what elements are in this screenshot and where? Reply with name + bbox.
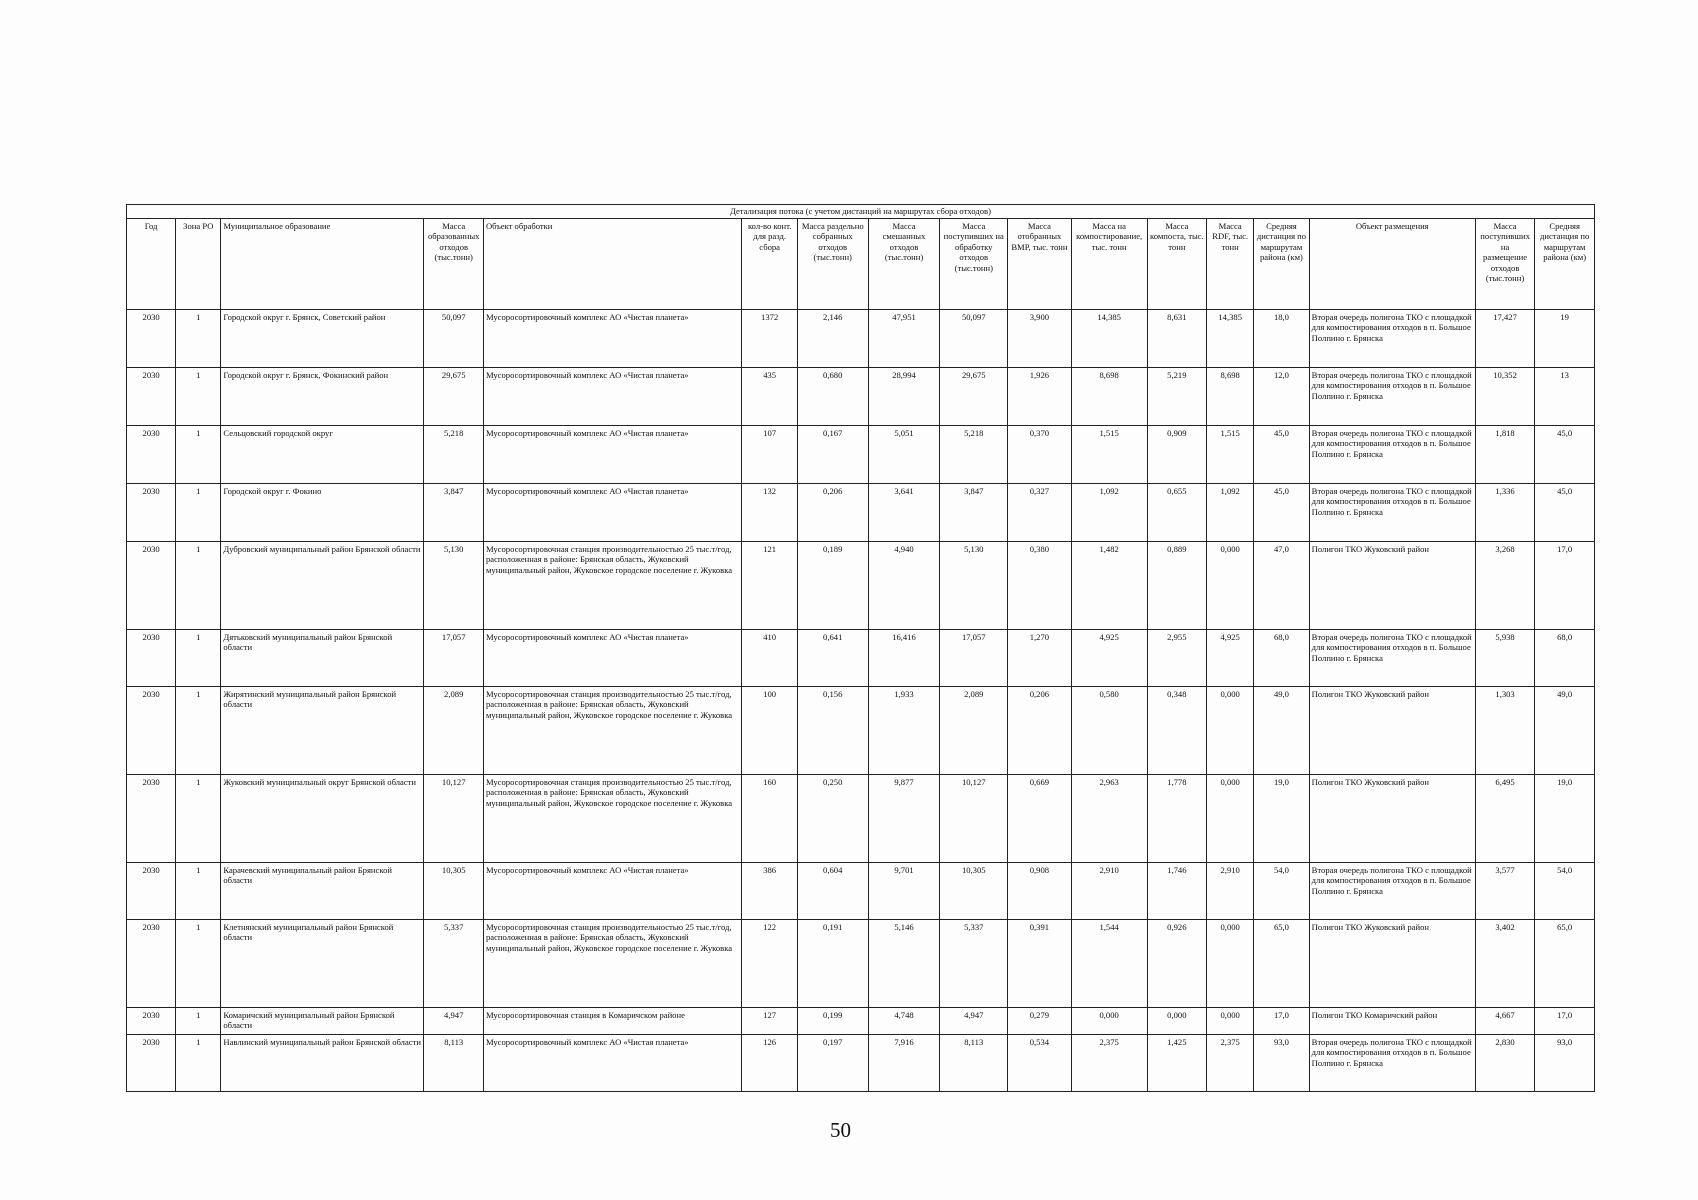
container-count-cell: 1372	[742, 310, 797, 368]
avg-distance-cell: 18,0	[1254, 310, 1309, 368]
processed-mass-cell: 8,113	[940, 1035, 1008, 1092]
mixed-mass-cell: 28,994	[868, 368, 940, 426]
header-avg-distance-2: Средняя дистанция по маршрутам района (км)	[1535, 219, 1595, 310]
avg-distance-cell: 45,0	[1254, 426, 1309, 484]
avg-distance-cell: 49,0	[1254, 687, 1309, 775]
compost-mass-cell: 5,219	[1147, 368, 1206, 426]
avg-distance-cell: 68,0	[1254, 630, 1309, 687]
processing-facility-cell: Мусоросортировочная станция в Комаричском районе	[483, 1008, 742, 1035]
separate-mass-cell: 0,680	[797, 368, 868, 426]
zone-cell: 1	[176, 310, 221, 368]
recyclables-mass-cell: 0,279	[1008, 1008, 1072, 1035]
rdf-mass-cell: 2,375	[1207, 1035, 1254, 1092]
avg-distance-2-cell: 19,0	[1535, 775, 1595, 863]
table-body	[127, 310, 1595, 1092]
container-count-cell: 126	[742, 1035, 797, 1092]
processing-facility-cell: Мусоросортировочная станция производительностью 25 тыс.т/год, расположенная в районе: Брянская область, Жуковский муниципальный район, Жуковское городское поселение г. Жуковка	[483, 775, 742, 863]
avg-distance-2-cell: 17,0	[1535, 1008, 1595, 1035]
compost-input-cell: 0,000	[1071, 1008, 1147, 1035]
zone-cell: 1	[176, 687, 221, 775]
disposal-facility-cell: Вторая очередь полигона ТКО с площадкой для компостирования отходов в п. Большое Полпино г. Брянска	[1309, 630, 1475, 687]
compost-mass-cell: 1,746	[1147, 863, 1206, 920]
processed-mass-cell: 50,097	[940, 310, 1008, 368]
header-separate-mass: Масса раздельно собранных отходов (тыс.тонн)	[797, 219, 868, 310]
avg-distance-2-cell: 45,0	[1535, 426, 1595, 484]
municipality-cell: Городской округ г. Брянск, Советский район	[221, 310, 424, 368]
table-row	[127, 484, 1595, 542]
processed-mass-cell: 29,675	[940, 368, 1008, 426]
separate-mass-cell: 2,146	[797, 310, 868, 368]
municipality-cell: Жуковский муниципальный округ Брянской области	[221, 775, 424, 863]
rdf-mass-cell: 0,000	[1207, 920, 1254, 1008]
header-rdf-mass: Масса RDF, тыс. тонн	[1207, 219, 1254, 310]
rdf-mass-cell: 14,385	[1207, 310, 1254, 368]
zone-cell: 1	[176, 484, 221, 542]
municipality-cell: Сельцовский городской округ	[221, 426, 424, 484]
compost-mass-cell: 0,889	[1147, 542, 1206, 630]
separate-mass-cell: 0,199	[797, 1008, 868, 1035]
header-processed-mass: Масса поступивших на обработку отходов (тыс.тонн)	[940, 219, 1008, 310]
avg-distance-cell: 45,0	[1254, 484, 1309, 542]
table-caption: Детализация потока (с учетом дистанций на маршрутах сбора отходов)	[127, 205, 1595, 219]
mixed-mass-cell: 16,416	[868, 630, 940, 687]
compost-mass-cell: 8,631	[1147, 310, 1206, 368]
municipality-cell: Комаричский муниципальный район Брянской области	[221, 1008, 424, 1035]
container-count-cell: 127	[742, 1008, 797, 1035]
avg-distance-cell: 93,0	[1254, 1035, 1309, 1092]
disposal-mass-cell: 3,577	[1475, 863, 1534, 920]
table-row	[127, 863, 1595, 920]
municipality-cell: Клетнянский муниципальный район Брянской области	[221, 920, 424, 1008]
separate-mass-cell: 0,189	[797, 542, 868, 630]
year-cell: 2030	[127, 426, 176, 484]
disposal-mass-cell: 17,427	[1475, 310, 1534, 368]
table-row	[127, 630, 1595, 687]
generated-mass-cell: 5,218	[424, 426, 483, 484]
zone-cell: 1	[176, 368, 221, 426]
compost-input-cell: 2,375	[1071, 1035, 1147, 1092]
separate-mass-cell: 0,250	[797, 775, 868, 863]
rdf-mass-cell: 0,000	[1207, 1008, 1254, 1035]
recyclables-mass-cell: 0,380	[1008, 542, 1072, 630]
separate-mass-cell: 0,191	[797, 920, 868, 1008]
disposal-facility-cell: Полигон ТКО Жуковский район	[1309, 920, 1475, 1008]
generated-mass-cell: 17,057	[424, 630, 483, 687]
compost-mass-cell: 1,778	[1147, 775, 1206, 863]
recyclables-mass-cell: 0,391	[1008, 920, 1072, 1008]
processed-mass-cell: 5,337	[940, 920, 1008, 1008]
recyclables-mass-cell: 0,370	[1008, 426, 1072, 484]
processing-facility-cell: Мусоросортировочный комплекс АО «Чистая планета»	[483, 863, 742, 920]
recyclables-mass-cell: 0,327	[1008, 484, 1072, 542]
table-row	[127, 310, 1595, 368]
mixed-mass-cell: 3,641	[868, 484, 940, 542]
rdf-mass-cell: 0,000	[1207, 687, 1254, 775]
disposal-facility-cell: Вторая очередь полигона ТКО с площадкой для компостирования отходов в п. Большое Полпино г. Брянска	[1309, 1035, 1475, 1092]
disposal-facility-cell: Вторая очередь полигона ТКО с площадкой для компостирования отходов в п. Большое Полпино г. Брянска	[1309, 863, 1475, 920]
processing-facility-cell: Мусоросортировочный комплекс АО «Чистая планета»	[483, 368, 742, 426]
waste-flow-table-container	[126, 204, 1595, 1092]
generated-mass-cell: 5,337	[424, 920, 483, 1008]
mixed-mass-cell: 5,146	[868, 920, 940, 1008]
disposal-mass-cell: 6,495	[1475, 775, 1534, 863]
generated-mass-cell: 4,947	[424, 1008, 483, 1035]
mixed-mass-cell: 4,748	[868, 1008, 940, 1035]
generated-mass-cell: 2,089	[424, 687, 483, 775]
year-cell: 2030	[127, 1008, 176, 1035]
generated-mass-cell: 3,847	[424, 484, 483, 542]
container-count-cell: 121	[742, 542, 797, 630]
generated-mass-cell: 50,097	[424, 310, 483, 368]
avg-distance-cell: 47,0	[1254, 542, 1309, 630]
header-disposal-facility: Объект размещения	[1309, 219, 1475, 310]
zone-cell: 1	[176, 863, 221, 920]
processed-mass-cell: 5,218	[940, 426, 1008, 484]
processing-facility-cell: Мусоросортировочная станция производительностью 25 тыс.т/год, расположенная в районе: Брянская область, Жуковский муниципальный район, Жуковское городское поселение г. Жуковка	[483, 920, 742, 1008]
avg-distance-cell: 54,0	[1254, 863, 1309, 920]
processed-mass-cell: 10,305	[940, 863, 1008, 920]
separate-mass-cell: 0,206	[797, 484, 868, 542]
header-compost-input-mass: Масса на компостирование, тыс. тонн	[1071, 219, 1147, 310]
avg-distance-2-cell: 17,0	[1535, 542, 1595, 630]
separate-mass-cell: 0,197	[797, 1035, 868, 1092]
processing-facility-cell: Мусоросортировочный комплекс АО «Чистая планета»	[483, 630, 742, 687]
disposal-facility-cell: Вторая очередь полигона ТКО с площадкой для компостирования отходов в п. Большое Полпино г. Брянска	[1309, 310, 1475, 368]
container-count-cell: 410	[742, 630, 797, 687]
header-avg-distance-1: Средняя дистанция по маршрутам района (км)	[1254, 219, 1309, 310]
compost-mass-cell: 0,926	[1147, 920, 1206, 1008]
zone-cell: 1	[176, 920, 221, 1008]
container-count-cell: 122	[742, 920, 797, 1008]
compost-mass-cell: 0,909	[1147, 426, 1206, 484]
avg-distance-2-cell: 19	[1535, 310, 1595, 368]
rdf-mass-cell: 2,910	[1207, 863, 1254, 920]
mixed-mass-cell: 9,877	[868, 775, 940, 863]
generated-mass-cell: 29,675	[424, 368, 483, 426]
container-count-cell: 386	[742, 863, 797, 920]
recyclables-mass-cell: 3,900	[1008, 310, 1072, 368]
mixed-mass-cell: 5,051	[868, 426, 940, 484]
municipality-cell: Городской округ г. Брянск, Фокинский район	[221, 368, 424, 426]
year-cell: 2030	[127, 368, 176, 426]
container-count-cell: 435	[742, 368, 797, 426]
disposal-facility-cell: Полигон ТКО Комаричский район	[1309, 1008, 1475, 1035]
header-disposal-mass: Масса поступивших на размещение отходов (тыс.тонн)	[1475, 219, 1534, 310]
zone-cell: 1	[176, 542, 221, 630]
municipality-cell: Карачевский муниципальный район Брянской области	[221, 863, 424, 920]
container-count-cell: 100	[742, 687, 797, 775]
container-count-cell: 160	[742, 775, 797, 863]
disposal-facility-cell: Полигон ТКО Жуковский район	[1309, 542, 1475, 630]
recyclables-mass-cell: 0,908	[1008, 863, 1072, 920]
processing-facility-cell: Мусоросортировочная станция производительностью 25 тыс.т/год, расположенная в районе: Брянская область, Жуковский муниципальный район, Жуковское городское поселение г. Жуковка	[483, 542, 742, 630]
header-container-count: кол-во конт. для разд. сбора	[742, 219, 797, 310]
compost-input-cell: 1,092	[1071, 484, 1147, 542]
disposal-mass-cell: 3,402	[1475, 920, 1534, 1008]
table-row	[127, 542, 1595, 630]
header-compost-mass: Масса компоста, тыс. тонн	[1147, 219, 1206, 310]
header-year: Год	[127, 219, 176, 310]
header-generated-mass: Масса образованных отходов (тыс.тонн)	[424, 219, 483, 310]
compost-input-cell: 1,482	[1071, 542, 1147, 630]
table-row	[127, 920, 1595, 1008]
disposal-facility-cell: Вторая очередь полигона ТКО с площадкой для компостирования отходов в п. Большое Полпино г. Брянска	[1309, 368, 1475, 426]
zone-cell: 1	[176, 1008, 221, 1035]
year-cell: 2030	[127, 687, 176, 775]
table-row	[127, 775, 1595, 863]
avg-distance-cell: 12,0	[1254, 368, 1309, 426]
recyclables-mass-cell: 1,270	[1008, 630, 1072, 687]
disposal-mass-cell: 1,818	[1475, 426, 1534, 484]
mixed-mass-cell: 47,951	[868, 310, 940, 368]
year-cell: 2030	[127, 920, 176, 1008]
zone-cell: 1	[176, 1035, 221, 1092]
compost-input-cell: 1,515	[1071, 426, 1147, 484]
compost-input-cell: 1,544	[1071, 920, 1147, 1008]
avg-distance-2-cell: 54,0	[1535, 863, 1595, 920]
mixed-mass-cell: 1,933	[868, 687, 940, 775]
zone-cell: 1	[176, 630, 221, 687]
rdf-mass-cell: 1,092	[1207, 484, 1254, 542]
processed-mass-cell: 17,057	[940, 630, 1008, 687]
separate-mass-cell: 0,156	[797, 687, 868, 775]
compost-input-cell: 14,385	[1071, 310, 1147, 368]
recyclables-mass-cell: 0,206	[1008, 687, 1072, 775]
municipality-cell: Городской округ г. Фокино	[221, 484, 424, 542]
generated-mass-cell: 10,127	[424, 775, 483, 863]
compost-input-cell: 2,963	[1071, 775, 1147, 863]
municipality-cell: Дятьковский муниципальный район Брянской области	[221, 630, 424, 687]
separate-mass-cell: 0,167	[797, 426, 868, 484]
year-cell: 2030	[127, 775, 176, 863]
recyclables-mass-cell: 0,669	[1008, 775, 1072, 863]
year-cell: 2030	[127, 542, 176, 630]
municipality-cell: Навлинский муниципальный район Брянской области	[221, 1035, 424, 1092]
container-count-cell: 107	[742, 426, 797, 484]
disposal-mass-cell: 2,830	[1475, 1035, 1534, 1092]
processing-facility-cell: Мусоросортировочный комплекс АО «Чистая планета»	[483, 1035, 742, 1092]
rdf-mass-cell: 8,698	[1207, 368, 1254, 426]
header-processing-facility: Объект обработки	[483, 219, 742, 310]
compost-input-cell: 0,580	[1071, 687, 1147, 775]
avg-distance-2-cell: 45,0	[1535, 484, 1595, 542]
mixed-mass-cell: 9,701	[868, 863, 940, 920]
compost-mass-cell: 1,425	[1147, 1035, 1206, 1092]
table-row	[127, 368, 1595, 426]
mixed-mass-cell: 4,940	[868, 542, 940, 630]
zone-cell: 1	[176, 775, 221, 863]
year-cell: 2030	[127, 484, 176, 542]
disposal-mass-cell: 1,303	[1475, 687, 1534, 775]
separate-mass-cell: 0,641	[797, 630, 868, 687]
table-row	[127, 1035, 1595, 1092]
disposal-mass-cell: 3,268	[1475, 542, 1534, 630]
processed-mass-cell: 4,947	[940, 1008, 1008, 1035]
disposal-mass-cell: 4,667	[1475, 1008, 1534, 1035]
disposal-facility-cell: Вторая очередь полигона ТКО с площадкой для компостирования отходов в п. Большое Полпино г. Брянска	[1309, 426, 1475, 484]
compost-mass-cell: 0,655	[1147, 484, 1206, 542]
table-row	[127, 1008, 1595, 1035]
header-recyclables-mass: Масса отобранных ВМР, тыс. тонн	[1008, 219, 1072, 310]
processing-facility-cell: Мусоросортировочный комплекс АО «Чистая планета»	[483, 484, 742, 542]
compost-mass-cell: 0,348	[1147, 687, 1206, 775]
disposal-facility-cell: Полигон ТКО Жуковский район	[1309, 687, 1475, 775]
avg-distance-2-cell: 68,0	[1535, 630, 1595, 687]
header-municipality: Муниципальное образование	[221, 219, 424, 310]
avg-distance-cell: 17,0	[1254, 1008, 1309, 1035]
table-row	[127, 426, 1595, 484]
year-cell: 2030	[127, 310, 176, 368]
processed-mass-cell: 5,130	[940, 542, 1008, 630]
generated-mass-cell: 10,305	[424, 863, 483, 920]
avg-distance-2-cell: 93,0	[1535, 1035, 1595, 1092]
compost-input-cell: 4,925	[1071, 630, 1147, 687]
municipality-cell: Дубровский муниципальный район Брянской области	[221, 542, 424, 630]
compost-input-cell: 8,698	[1071, 368, 1147, 426]
rdf-mass-cell: 0,000	[1207, 775, 1254, 863]
table-header-row	[127, 219, 1595, 310]
disposal-mass-cell: 1,336	[1475, 484, 1534, 542]
processed-mass-cell: 2,089	[940, 687, 1008, 775]
processed-mass-cell: 3,847	[940, 484, 1008, 542]
avg-distance-cell: 65,0	[1254, 920, 1309, 1008]
disposal-mass-cell: 5,938	[1475, 630, 1534, 687]
page-number: 50	[830, 1118, 851, 1142]
header-zone: Зона РО	[176, 219, 221, 310]
processing-facility-cell: Мусоросортировочная станция производительностью 25 тыс.т/год, расположенная в районе: Брянская область, Жуковский муниципальный район, Жуковское городское поселение г. Жуковка	[483, 687, 742, 775]
processing-facility-cell: Мусоросортировочный комплекс АО «Чистая планета»	[483, 310, 742, 368]
year-cell: 2030	[127, 630, 176, 687]
recyclables-mass-cell: 0,534	[1008, 1035, 1072, 1092]
compost-mass-cell: 2,955	[1147, 630, 1206, 687]
avg-distance-2-cell: 49,0	[1535, 687, 1595, 775]
compost-input-cell: 2,910	[1071, 863, 1147, 920]
rdf-mass-cell: 1,515	[1207, 426, 1254, 484]
year-cell: 2030	[127, 863, 176, 920]
year-cell: 2030	[127, 1035, 176, 1092]
rdf-mass-cell: 4,925	[1207, 630, 1254, 687]
generated-mass-cell: 8,113	[424, 1035, 483, 1092]
waste-flow-table	[126, 204, 1595, 1092]
container-count-cell: 132	[742, 484, 797, 542]
processed-mass-cell: 10,127	[940, 775, 1008, 863]
mixed-mass-cell: 7,916	[868, 1035, 940, 1092]
compost-mass-cell: 0,000	[1147, 1008, 1206, 1035]
avg-distance-2-cell: 65,0	[1535, 920, 1595, 1008]
processing-facility-cell: Мусоросортировочный комплекс АО «Чистая планета»	[483, 426, 742, 484]
separate-mass-cell: 0,604	[797, 863, 868, 920]
disposal-mass-cell: 10,352	[1475, 368, 1534, 426]
disposal-facility-cell: Полигон ТКО Жуковский район	[1309, 775, 1475, 863]
avg-distance-2-cell: 13	[1535, 368, 1595, 426]
recyclables-mass-cell: 1,926	[1008, 368, 1072, 426]
table-row	[127, 687, 1595, 775]
header-mixed-mass: Масса смешанных отходов (тыс.тонн)	[868, 219, 940, 310]
rdf-mass-cell: 0,000	[1207, 542, 1254, 630]
disposal-facility-cell: Вторая очередь полигона ТКО с площадкой для компостирования отходов в п. Большое Полпино г. Брянска	[1309, 484, 1475, 542]
zone-cell: 1	[176, 426, 221, 484]
municipality-cell: Жирятинский муниципальный район Брянской области	[221, 687, 424, 775]
generated-mass-cell: 5,130	[424, 542, 483, 630]
avg-distance-cell: 19,0	[1254, 775, 1309, 863]
